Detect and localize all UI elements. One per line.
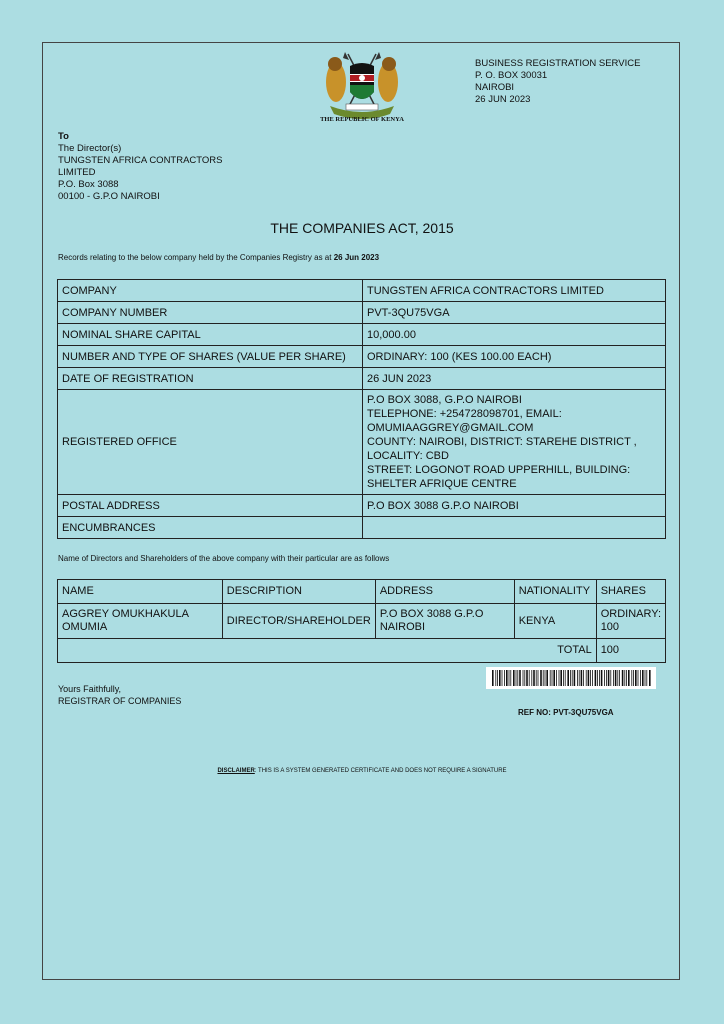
office-line: LOCALITY: CBD [367,450,449,462]
disclaimer-label: DISCLAIMER [217,768,255,774]
recipient-line: P.O. Box 3088 [58,179,119,190]
records-date: 26 Jun 2023 [333,253,380,262]
issue-date: 26 JUN 2023 [475,94,531,105]
table-row [58,517,666,539]
row-value: ORDINARY: 100 (KES 100.00 EACH) [363,346,666,368]
column-header: NAME [58,580,223,604]
recipient-line: LIMITED [58,167,96,178]
director-name: AGGREY OMUKHAKULA OMUMIA [58,604,223,639]
office-line: SHELTER AFRIQUE CENTRE [367,478,517,490]
recipient-block [58,131,223,203]
table-row [58,302,666,324]
director-address: P.O BOX 3088 G.P.O NAIROBI [375,604,514,639]
column-header: NATIONALITY [514,580,596,604]
row-value: 10,000.00 [363,324,666,346]
barcode-icon [486,667,656,689]
row-label: NUMBER AND TYPE OF SHARES (VALUE PER SHARE) [58,346,363,368]
table-row [58,324,666,346]
row-label: REGISTERED OFFICE [58,390,363,495]
closing-signatory: REGISTRAR OF COMPANIES [58,696,182,706]
director-description: DIRECTOR/SHAREHOLDER [222,604,375,639]
registered-office-value [363,390,666,495]
row-value: 26 JUN 2023 [363,368,666,390]
recipient-line: TUNGSTEN AFRICA CONTRACTORS [58,155,223,166]
table-row [58,280,666,302]
row-value: TUNGSTEN AFRICA CONTRACTORS LIMITED [363,280,666,302]
issuer-address-line: BUSINESS REGISTRATION SERVICE [475,58,641,69]
issuer-address-line: NAIROBI [475,82,515,93]
column-header: DESCRIPTION [222,580,375,604]
closing-salutation: Yours Faithfully, [58,684,122,694]
crest-caption: THE REPUBLIC OF KENYA [320,116,404,123]
table-row [58,368,666,390]
row-label: COMPANY [58,280,363,302]
row-label: COMPANY NUMBER [58,302,363,324]
column-header: ADDRESS [375,580,514,604]
row-value [363,517,666,539]
total-row [58,639,666,663]
row-value: PVT-3QU75VGA [363,302,666,324]
issuer-address-line: P. O. BOX 30031 [475,70,548,81]
office-line: STREET: LOGONOT ROAD UPPERHILL, BUILDING: [367,464,631,476]
closing-block [58,683,181,707]
row-label: ENCUMBRANCES [58,517,363,539]
records-intro-text: Records relating to the below company held by the Companies Registry as at [58,253,332,262]
issuer-address [475,58,640,106]
director-shares: ORDINARY: 100 [596,604,665,639]
table-row-registered-office [58,390,666,495]
document-title: THE COMPANIES ACT, 2015 [270,220,454,236]
office-line: OMUMIAAGGREY@GMAIL.COM [367,422,534,434]
row-label: NOMINAL SHARE CAPITAL [58,324,363,346]
company-details-table [57,279,666,539]
disclaimer [0,768,724,774]
column-header: SHARES [596,580,665,604]
recipient-line: The Director(s) [58,143,122,154]
disclaimer-text: : THIS IS A SYSTEM GENERATED CERTIFICATE AND DOES NOT REQUIRE A SIGNATURE [254,768,507,774]
table-row [58,495,666,517]
to-label: To [58,131,69,142]
office-line: COUNTY: NAIROBI, DISTRICT: STAREHE DISTRICT , [367,436,637,448]
row-value: P.O BOX 3088 G.P.O NAIROBI [363,495,666,517]
office-line: P.O BOX 3088, G.P.O NAIROBI [367,394,522,406]
directors-table [57,579,666,663]
row-label: POSTAL ADDRESS [58,495,363,517]
total-value: 100 [596,639,665,663]
director-nationality: KENYA [514,604,596,639]
records-intro [58,253,379,262]
table-header-row [58,580,666,604]
kenya-coat-of-arms-icon [320,48,404,126]
row-label: DATE OF REGISTRATION [58,368,363,390]
office-line: TELEPHONE: +254728098701, EMAIL: [367,408,562,420]
table-row [58,346,666,368]
recipient-line: 00100 - G.P.O NAIROBI [58,191,160,202]
total-label: TOTAL [58,639,597,663]
reference-number: REF NO: PVT-3QU75VGA [518,708,614,717]
directors-intro: Name of Directors and Shareholders of the above company with their particular are as follows [58,554,390,563]
table-row [58,604,666,639]
